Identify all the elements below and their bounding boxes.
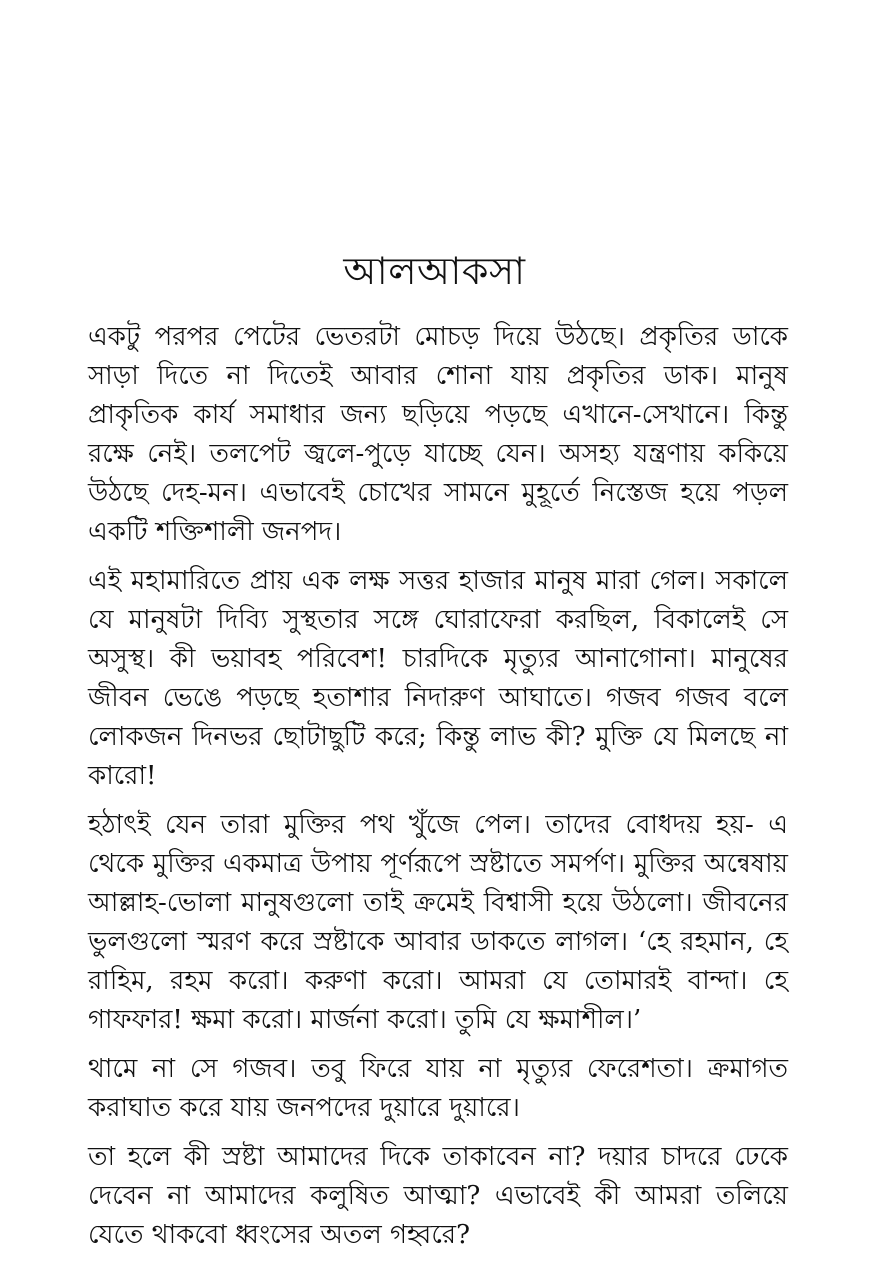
chapter-body [88,318,788,1265]
paragraph: একটু পরপর পেটের ভেতরটা মোচড় দিয়ে উঠছে। প্রকৃতির ডাকে সাড়া দিতে না দিতেই আবার শোনা যায় প্রকৃতির ডাক। মানুষ প্রাকৃতিক কার্য সমাধার জন্য ছড়িয়ে পড়ছে এখানে-সেখানে। কিন্তু রক্ষে নেই। তলপেট জ্বলে-পুড়ে যাচ্ছে যেন। অসহ্য যন্ত্রণায় ককিয়ে উঠছে দেহ-মন। এভাবেই চোখের সামনে মুহূর্তে নিস্তেজ হয়ে পড়ল একটি শক্তিশালী জনপদ। [88,322,788,547]
paragraph: থামে না সে গজব। তবু ফিরে যায় না মৃত্যুর ফেরেশতা। ক্রমাগত করাঘাত করে যায় জনপদের দুয়ারে দুয়ারে। [88,1054,788,1123]
paragraph: হঠাৎই যেন তারা মুক্তির পথ খুঁজে পেল। তাদের বোধদয় হয়- এ থেকে মুক্তির একমাত্র উপায় পূর্ণরূপে স্রষ্টাতে সমর্পণ। মুক্তির অন্বেষায় আল্লাহ-ভোলা মানুষগুলো তাই ক্রমেই বিশ্বাসী হয়ে উঠলো। জীবনের ভুলগুলো স্মরণ করে স্রষ্টাকে আবার ডাকতে লাগল। ‘হে রহমান, হে রাহিম, রহম করো। করুণা করো। আমরা যে তোমারই বান্দা। হে গাফফার! ক্ষমা করো। মার্জনা করো। তুমি যে ক্ষমাশীল।’ [88,810,788,1035]
paragraph: এই মহামারিতে প্রায় এক লক্ষ সত্তর হাজার মানুষ মারা গেল। সকালে যে মানুষটা দিব্যি সুস্থতার সঙ্গে ঘোরাফেরা করছিল, বিকালেই সে অসুস্থ। কী ভয়াবহ পরিবেশ! চারদিকে মৃত্যুর আনাগোনা। মানুষের জীবন ভেঙে পড়ছে হতাশার নিদারুণ আঘাতে। গজব গজব বলে লোকজন দিনভর ছোটাছুটি করে; কিন্তু লাভ কী? মুক্তি যে মিলছে না কারো! [88,566,788,791]
chapter-title: আলআকসা [343,249,526,294]
paragraph: তা হলে কী স্রষ্টা আমাদের দিকে তাকাবেন না? দয়ার চাদরে ঢেকে দেবেন না আমাদের কলুষিত আত্মা? এভাবেই কী আমরা তলিয়ে যেতে থাকবো ধ্বংসের অতল গহ্বরে? [88,1142,788,1250]
